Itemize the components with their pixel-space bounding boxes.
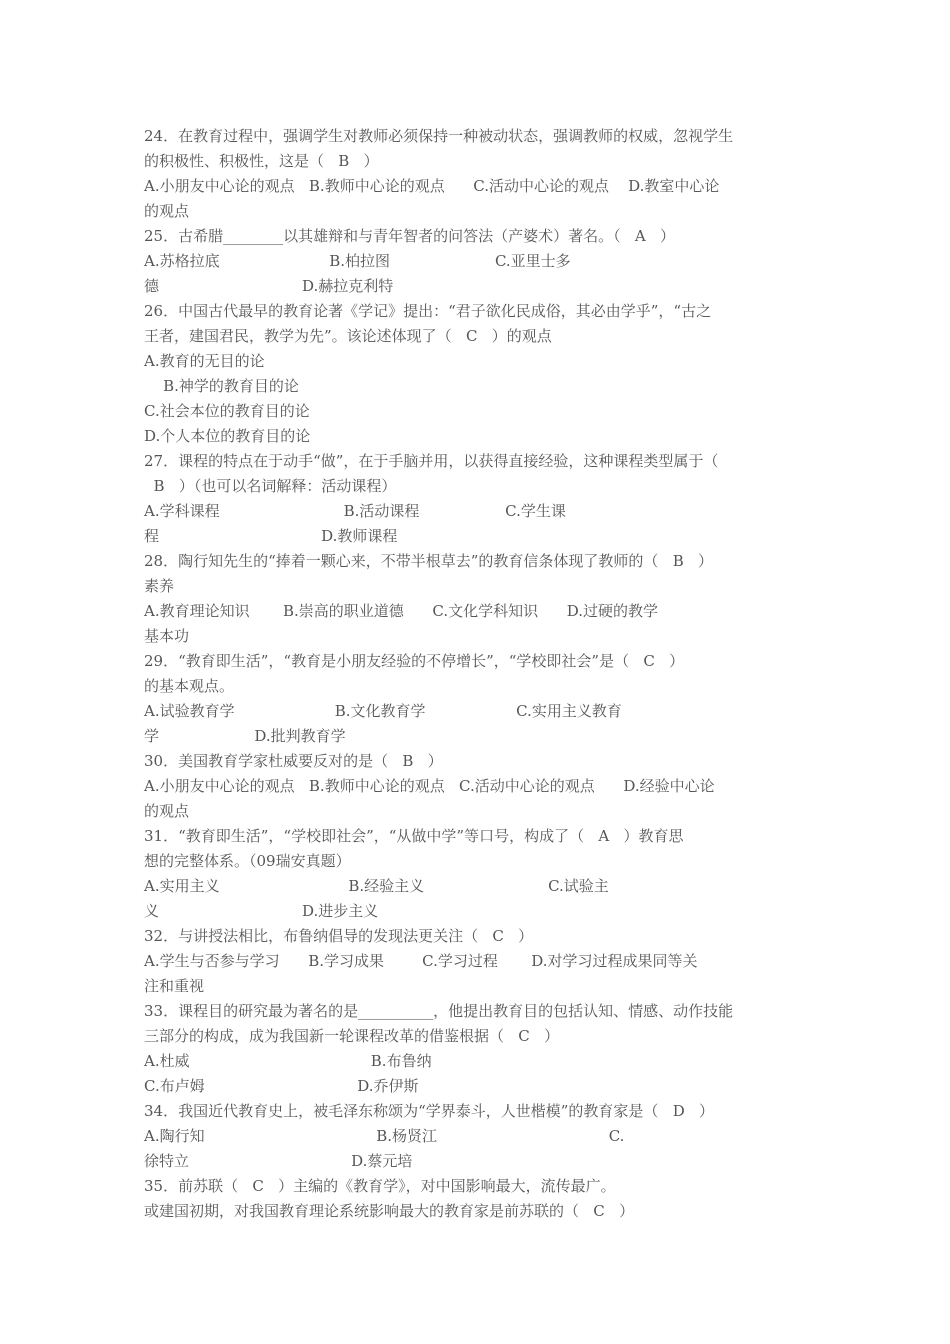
text-line: A.陶行知 B.杨贤江 C.: [144, 1127, 625, 1145]
text-line: 28．陶行知先生的“捧着一颗心来，不带半根草去”的教育信条体现了教师的（ B ）: [144, 552, 714, 570]
text-line: 27．课程的特点在于动手“做”，在于手脑并用，以获得直接经验，这种课程类型属于（: [144, 452, 719, 470]
text-line: 25．古希腊________以其雄辩和与青年智者的问答法（产婆术）著名。（ A ）: [144, 227, 676, 245]
text-line: A.实用主义 B.经验主义 C.试验主: [144, 877, 609, 895]
text-line: D.个人本位的教育目的论: [144, 427, 311, 445]
text-line: 基本功: [144, 627, 190, 645]
text-line: 35．前苏联（ C ）主编的《教育学》，对中国影响最大，流传最广。: [144, 1177, 616, 1195]
text-line: 26．中国古代最早的教育论著《学记》提出：“君子欲化民成俗，其必由学乎”，“古之: [144, 302, 712, 320]
text-line: B.神学的教育目的论: [144, 377, 299, 395]
text-line: 29．“教育即生活”，“教育是小朋友经验的不停增长”，“学校即社会”是（ C ）: [144, 652, 685, 670]
text-line: A.小朋友中心论的观点 B.教师中心论的观点 C.活动中心论的观点 D.经验中心论: [144, 777, 715, 795]
text-line: 34．我国近代教育史上，被毛泽东称颂为“学界泰斗，人世楷模”的教育家是（ D ）: [144, 1102, 715, 1120]
text-line: 32．与讲授法相比，布鲁纳倡导的发现法更关注（ C ）: [144, 927, 534, 945]
text-line: 注和重视: [144, 977, 205, 995]
text-line: 学 D.批判教育学: [144, 727, 346, 745]
text-line: A.学生与否参与学习 B.学习成果 C.学习过程 D.对学习过程成果同等关: [144, 952, 698, 970]
text-line: 德 D.赫拉克利特: [144, 277, 394, 295]
text-line: A.苏格拉底 B.柏拉图 C.亚里士多: [144, 252, 571, 270]
text-line: 想的完整体系。（09瑞安真题）: [144, 852, 351, 870]
text-line: A.学科课程 B.活动课程 C.学生课: [144, 502, 566, 520]
text-line: 的观点: [144, 802, 190, 820]
text-line: 王者，建国君民，教学为先”。该论述体现了（ C ）的观点: [144, 327, 552, 345]
text-line: 的观点: [144, 202, 190, 220]
text-line: C.社会本位的教育目的论: [144, 402, 310, 420]
text-line: A.试验教育学 B.文化教育学 C.实用主义教育: [144, 702, 622, 720]
text-line: A.教育理论知识 B.崇高的职业道德 C.文化学科知识 D.过硬的教学: [144, 602, 658, 620]
text-line: A.小朋友中心论的观点 B.教师中心论的观点 C.活动中心论的观点 D.教室中心论: [144, 177, 720, 195]
text-line: 素养: [144, 577, 175, 595]
text-line: 33．课程目的研究最为著名的是__________，他提出教育目的包括认知、情感、动作技能: [144, 1002, 734, 1020]
text-line: 30．美国教育学家杜威要反对的是（ B ）: [144, 752, 443, 770]
text-line: A.杜威 B.布鲁纳: [144, 1052, 432, 1070]
text-line: 24．在教育过程中，强调学生对教师必须保持一种被动状态，强调教师的权威，忽视学生: [144, 127, 734, 145]
text-line: A.教育的无目的论: [144, 352, 265, 370]
text-line: C.布卢姆 D.乔伊斯: [144, 1077, 419, 1095]
text-line: 三部分的构成，成为我国新一轮课程改革的借鉴根据（ C ）: [144, 1027, 560, 1045]
text-line: 程 D.教师课程: [144, 527, 398, 545]
text-line: 徐特立 D.蔡元培: [144, 1152, 413, 1170]
text-line: 的积极性、积极性，这是（ B ）: [144, 152, 379, 170]
text-line: 或建国初期，对我国教育理论系统影响最大的教育家是前苏联的（ C ）: [144, 1202, 635, 1220]
text-line: 31．“教育即生活”，“学校即社会”，“从做中学”等口号，构成了（ A ）教育思: [144, 827, 684, 845]
text-line: 的基本观点。: [144, 677, 235, 695]
text-line: B ）（也可以名词解释：活动课程）: [144, 477, 397, 495]
text-line: 义 D.进步主义: [144, 902, 379, 920]
